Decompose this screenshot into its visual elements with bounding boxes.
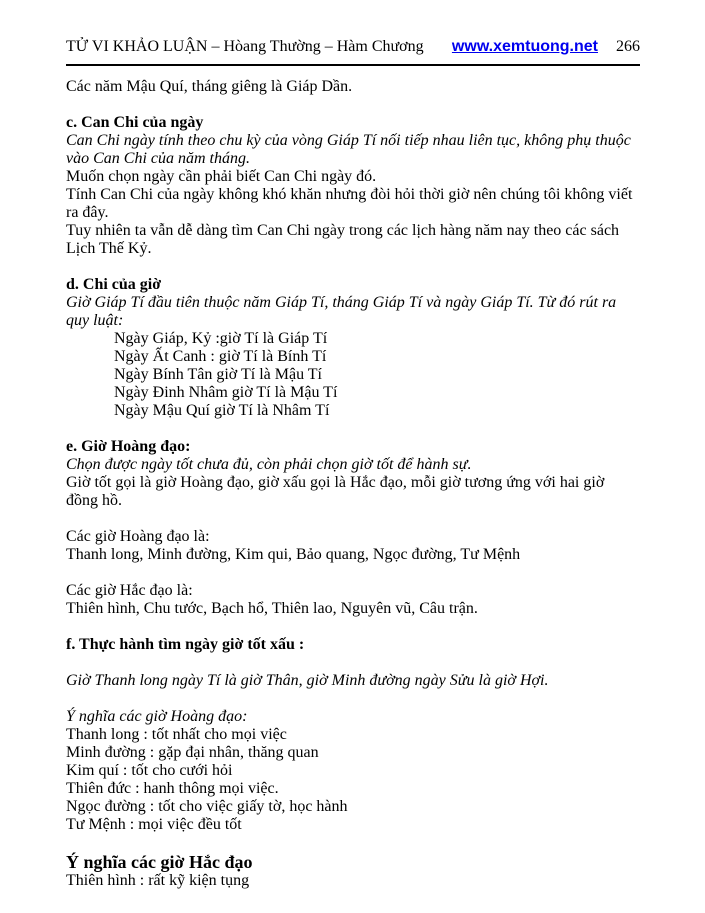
rule-line: Ngày Đinh Nhâm giờ Tí là Mậu Tí xyxy=(114,384,338,401)
section-c-heading: c. Can Chi của ngày xyxy=(66,114,204,131)
hoang-meaning-line: Minh đường : gặp đại nhân, thăng quan xyxy=(66,744,319,761)
section-c-paragraph-3: Tuy nhiên ta vẫn dễ dàng tìm Can Chi ngày trong các lịch hàng năm nay theo các sách Lịch Thế Kỷ. xyxy=(66,222,620,257)
rule-line: Ngày Giáp, Kỷ :giờ Tí là Giáp Tí xyxy=(114,330,328,347)
header-url-link[interactable]: www.xemtuong.net xyxy=(451,38,598,55)
intro-paragraph: Các năm Mậu Quí, tháng giêng là Giáp Dần. xyxy=(66,78,353,95)
hoang-dao-label: Các giờ Hoàng đạo là: xyxy=(66,528,210,545)
hoang-meaning-line: Thiên đức : hanh thông mọi việc. xyxy=(66,780,279,797)
section-c-paragraph-1: Muốn chọn ngày cần phải biết Can Chi ngày đó. xyxy=(66,168,377,185)
hac-meaning-heading: Ý nghĩa các giờ Hắc đạo xyxy=(66,852,253,872)
document-body xyxy=(66,78,640,890)
hac-dao-label: Các giờ Hắc đạo là: xyxy=(66,582,193,599)
hoang-dao-list: Thanh long, Minh đường, Kim qui, Bảo quang, Ngọc đường, Tư Mệnh xyxy=(66,546,521,563)
section-d-heading: d. Chi của giờ xyxy=(66,276,162,293)
page-header xyxy=(66,38,640,66)
section-e-paragraph-1: Giờ tốt gọi là giờ Hoàng đạo, giờ xấu gọi là Hắc đạo, mỗi giờ tương ứng với hai giờ đồng hồ. xyxy=(66,474,605,509)
rule-line: Ngày Ất Canh : giờ Tí là Bính Tí xyxy=(114,348,327,365)
page-number: 266 xyxy=(616,38,640,55)
hoang-meaning-line: Thanh long : tốt nhất cho mọi việc xyxy=(66,726,287,743)
hoang-meaning-heading: Ý nghĩa các giờ Hoàng đạo: xyxy=(66,708,248,725)
hac-meaning-line: Thiên hình : rất kỹ kiện tụng xyxy=(66,872,250,889)
rule-line: Ngày Bính Tân giờ Tí là Mậu Tí xyxy=(114,366,322,383)
section-c-paragraph-2: Tính Can Chi của ngày không khó khăn nhưng đòi hỏi thời giờ nên chúng tôi không viết ra đây. xyxy=(66,186,633,221)
rule-line: Ngày Mậu Quí giờ Tí là Nhâm Tí xyxy=(114,402,330,419)
hac-dao-list: Thiên hình, Chu tước, Bạch hổ, Thiên lao, Nguyên vũ, Câu trận. xyxy=(66,600,478,617)
hoang-meaning-line: Kim quí : tốt cho cưới hỏi xyxy=(66,762,233,779)
section-c-lede: Can Chi ngày tính theo chu kỳ của vòng Giáp Tí nối tiếp nhau liên tục, không phụ thuộc vào Can Chi của năm tháng. xyxy=(66,132,631,167)
header-title: TỬ VI KHẢO LUẬN – Hòang Thường – Hàm Chương xyxy=(66,38,424,55)
section-d-lede: Giờ Giáp Tí đầu tiên thuộc năm Giáp Tí, tháng Giáp Tí và ngày Giáp Tí. Từ đó rút ra quy luật: xyxy=(66,294,617,329)
section-e-lede: Chọn được ngày tốt chưa đủ, còn phải chọn giờ tốt để hành sự. xyxy=(66,456,472,473)
section-f-example: Giờ Thanh long ngày Tí là giờ Thân, giờ Minh đường ngày Sửu là giờ Hợi. xyxy=(66,672,549,689)
header-right xyxy=(452,38,640,56)
hoang-meaning-line: Ngọc đường : tốt cho việc giấy tờ, học hành xyxy=(66,798,348,815)
section-f-heading: f. Thực hành tìm ngày giờ tốt xấu : xyxy=(66,636,305,653)
hoang-meaning-line: Tư Mệnh : mọi việc đều tốt xyxy=(66,816,242,833)
section-e-heading: e. Giờ Hoàng đạo: xyxy=(66,438,191,455)
